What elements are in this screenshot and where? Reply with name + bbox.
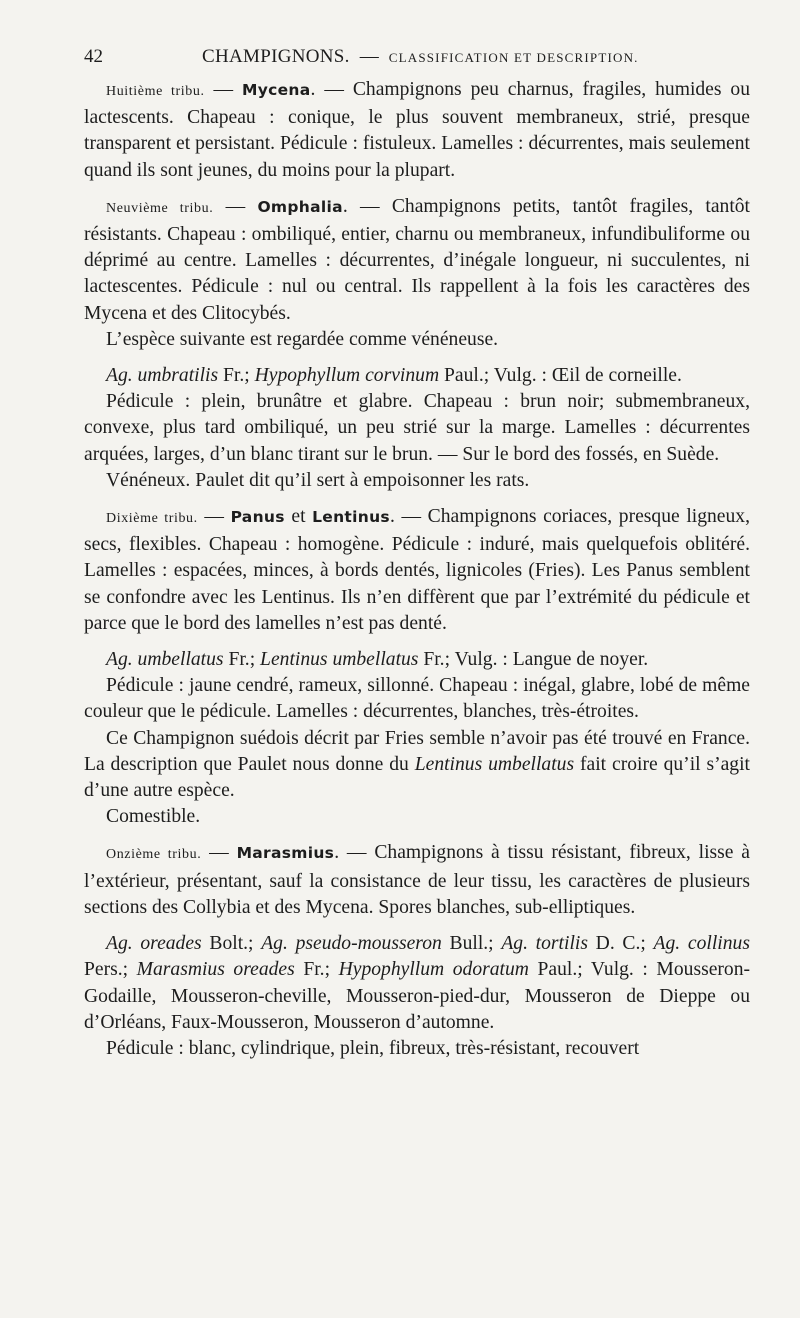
umbratilis-name-2: Hypophyllum corvinum — [254, 365, 440, 387]
oreades-author-3: D. C.; — [587, 933, 654, 955]
tribe-10-and: et — [284, 506, 313, 528]
umbratilis-name-1: Ag. umbratilis — [106, 365, 219, 387]
tribe-11-label: Onzième tribu. — [106, 847, 202, 863]
umbratilis-author-1: Fr.; — [218, 365, 255, 387]
tribe-10-text: . — Champignons coriaces, presque ligneux, secs, flexibles. Chapeau : homogène. Pédicule : induré, mais quelquefois oblitéré. Lamelles : espacées, minces, à bords dentés, lignicoles (Fries). Les Panus semblent se confondre avec les Lentinus. Ils n’en diffèrent que par l’extrémité du pédicule et parce que le bord des lamelles n’est pas denté. — [84, 506, 750, 634]
oreades-author-5: Fr.; — [294, 959, 339, 981]
oreades-name-3: Ag. tortilis — [501, 933, 588, 955]
oreades-author-1: Bolt.; — [201, 933, 262, 955]
species-umbratilis-heading — [84, 363, 750, 389]
tribe-10-name-2: Lentinus — [312, 508, 390, 527]
umbellatus-note-a: Ce Champignon suédois décrit par Fries semble n’avoir pas été trouvé en France. La description que Paulet nous donne du — [84, 727, 750, 775]
oreades-author-2: Bull.; — [441, 933, 502, 955]
tribe-9-name: Omphalia — [257, 197, 343, 216]
running-title: CHAMPIGNONS. — [202, 46, 350, 67]
tribe-8-text: . — Champignons peu charnus, fragiles, humides ou lactescents. Chapeau : conique, le plus souvent membraneux, strié, presque transparent et persistant. Pédicule : fistuleux. Lamelles : décurrentes, mais seulement quand ils sont jeunes, du moins pour la plupart. — [84, 79, 751, 181]
running-dash: — — [359, 46, 379, 67]
tribe-11-dash: — — [201, 842, 237, 864]
species-umbellatus-heading — [84, 647, 750, 673]
umbellatus-note-b: fait croire qu’il s’agit d’une autre espèce. — [84, 753, 750, 802]
umbellatus-vulgar: Fr.; Vulg. : Langue de noyer. — [418, 649, 649, 671]
tribe-9-text: . — Champignons petits, tantôt fragiles, tantôt résistants. Chapeau : ombiliqué, entier, charnu ou membraneux, infundibuliforme ou déprimé au centre. Lamelles : décurrentes, d’inégale longueur, ni succulentes, ni lactescentes. Pédicule : nul ou central. Ils rappellent à la fois les caractères des Mycena et des Clitocybés. — [84, 195, 750, 324]
umbellatus-note-italic: Lentinus umbellatus — [414, 753, 575, 775]
species-umbellatus-description: Pédicule : jaune cendré, rameux, sillonné. Chapeau : inégal, glabre, lobé de même couleur que le pédicule. Lamelles : décurrentes, blanches, très-étroites. — [84, 675, 750, 723]
species-umbratilis-note: Vénéneux. Paulet dit qu’il sert à empoisonner les rats. — [106, 469, 530, 491]
tribe-11-name: Marasmius — [236, 844, 335, 863]
page-number: 42 — [84, 46, 103, 67]
tribe-8-paragraph — [84, 77, 750, 184]
oreades-author-4: Pers.; — [84, 959, 137, 981]
umbellatus-name-2: Lentinus umbellatus — [260, 649, 419, 671]
tribe-10-dash: — — [197, 506, 231, 528]
umbratilis-vulgar: Paul.; Vulg. : Œil de corneille. — [439, 365, 682, 387]
oreades-vulgar: Paul.; Vulg. : Mousseron-Godaille, Mousseron-cheville, Mousseron-pied-dur, Mousseron de Dieppe ou d’Orléans, Faux-Mousseron, Mousseron d’automne. — [84, 959, 751, 1033]
oreades-name-5: Marasmius oreades — [136, 959, 295, 981]
oreades-name-2: Ag. pseudo-mousseron — [261, 933, 442, 955]
tribe-9-note: L’espèce suivante est regardée comme vénéneuse. — [106, 328, 499, 350]
running-head — [84, 44, 750, 71]
tribe-8-label: Huitième tribu. — [106, 84, 205, 99]
umbellatus-author-1: Fr.; — [223, 649, 261, 671]
oreades-name-4: Ag. collinus — [653, 933, 750, 955]
species-umbratilis-description: Pédicule : plein, brunâtre et glabre. Chapeau : brun noir; submembraneux, convexe, plus tard ombiliqué, un peu strié sur la marge. Lamelles : décurrentes arquées, larges, d’un blanc tirant sur le brun. — Sur le bord des fossés, en Suède. — [84, 391, 750, 465]
umbellatus-name-1: Ag. umbellatus — [106, 649, 224, 671]
tribe-10-name-1: Panus — [230, 508, 285, 527]
tribe-9-dash: — — [213, 195, 258, 217]
oreades-name-1: Ag. oreades — [106, 933, 202, 955]
species-umbellatus-note — [84, 726, 750, 805]
tribe-10-paragraph — [84, 504, 750, 637]
tribe-11-paragraph — [84, 840, 750, 921]
running-subtitle: CLASSIFICATION ET DESCRIPTION. — [388, 50, 639, 65]
tribe-10-label: Dixième tribu. — [106, 511, 198, 527]
species-oreades-heading — [84, 931, 750, 1036]
species-oreades-description: Pédicule : blanc, cylindrique, plein, fibreux, très-résistant, recouvert — [106, 1037, 640, 1059]
tribe-9-paragraph — [84, 194, 750, 327]
tribe-8-name: Mycena — [241, 81, 311, 99]
tribe-8-dash: — — [204, 79, 242, 100]
tribe-11-text: . — Champignons à tissu résistant, fibreux, lisse à l’extérieur, présentant, sauf la consistance de leur tissu, les caractères de plusieurs sections des Collybia et des Mycena. Spores blanches, sub-elliptiques. — [84, 842, 751, 918]
species-umbellatus-edible: Comestible. — [106, 806, 201, 828]
oreades-name-6: Hypophyllum odoratum — [338, 959, 529, 981]
tribe-9-label: Neuvième tribu. — [106, 200, 214, 216]
